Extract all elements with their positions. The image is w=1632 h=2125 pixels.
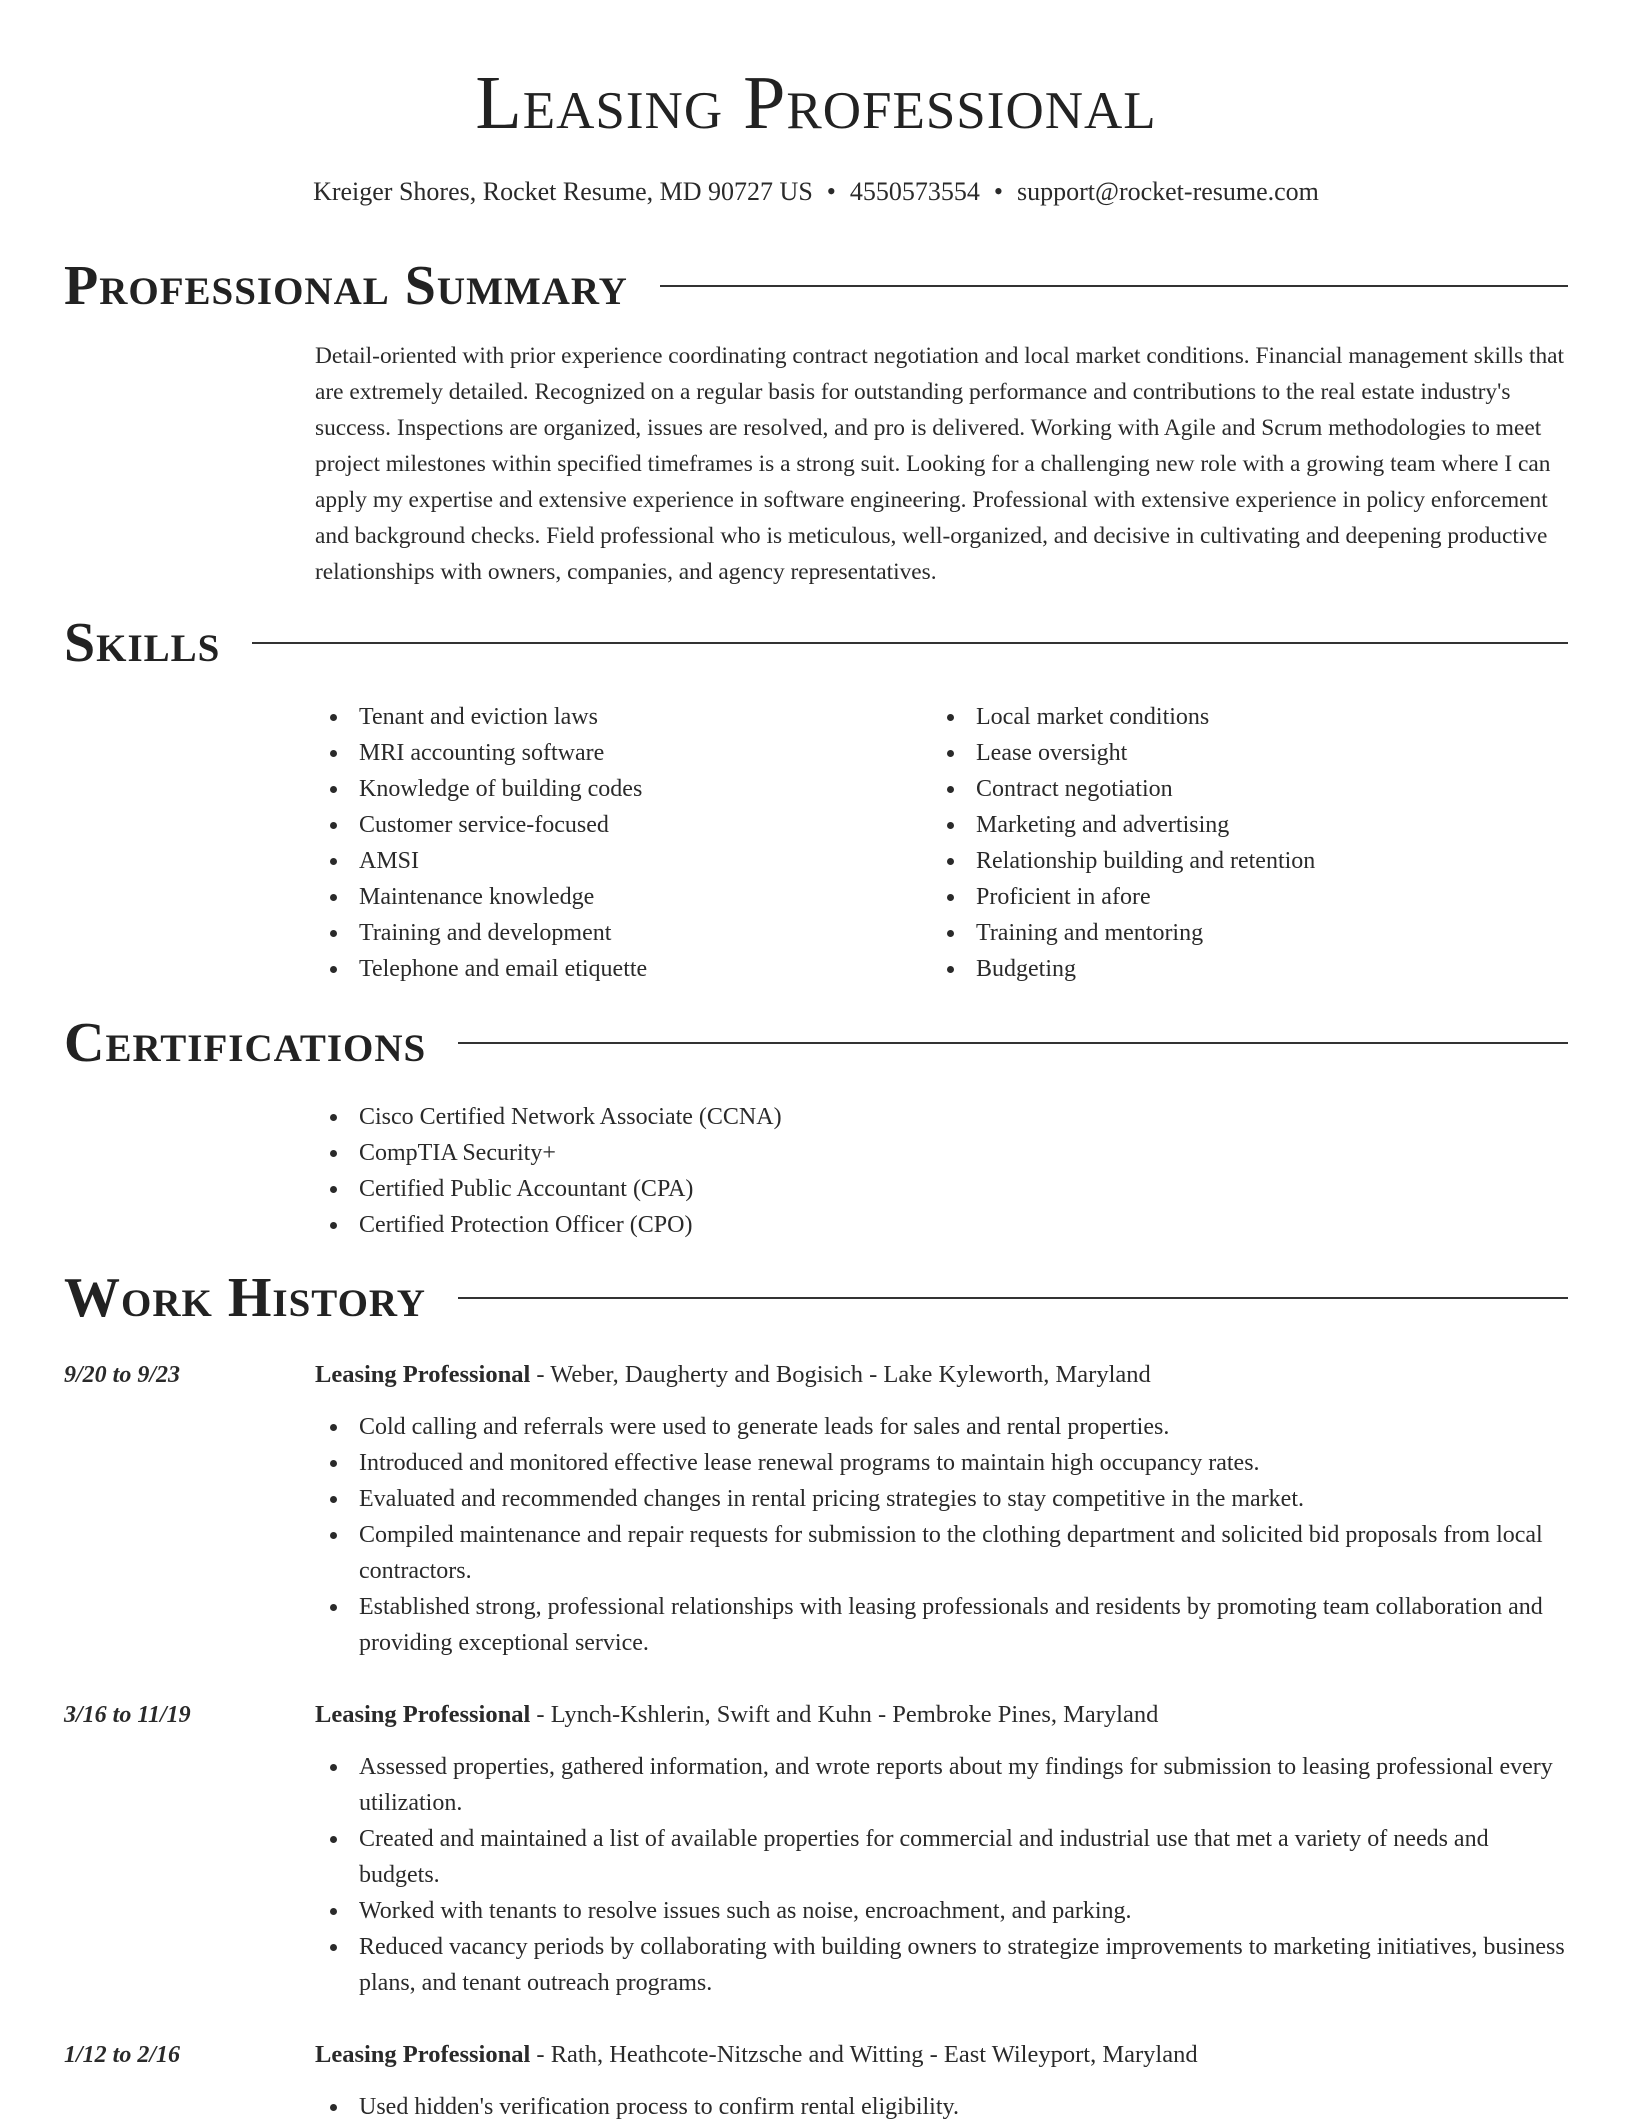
job-duty: Evaluated and recommended changes in rental pricing strategies to stay competitive in the market.	[315, 1481, 1568, 1517]
section-divider	[458, 1042, 1568, 1044]
section-title-skills: Skills	[64, 612, 221, 674]
skill-item: Budgeting	[932, 951, 1532, 987]
job-duty: Cold calling and referrals were used to generate leads for sales and rental properties.	[315, 1409, 1568, 1445]
skills-list-right	[932, 699, 1532, 987]
certification-item: CompTIA Security+	[315, 1135, 1515, 1171]
skill-item: Local market conditions	[932, 699, 1532, 735]
job-heading	[315, 2037, 1568, 2073]
section-title-summary: Professional Summary	[64, 255, 628, 317]
certification-item: Certified Public Accountant (CPA)	[315, 1171, 1515, 1207]
job-company-location: - Rath, Heathcote-Nitzsche and Witting - East Wileyport, Maryland	[530, 2041, 1198, 2068]
contact-line	[0, 174, 1632, 210]
job-company-location: - Lynch-Kshlerin, Swift and Kuhn - Pembroke Pines, Maryland	[530, 1701, 1159, 1728]
job-dates: 3/16 to 11/19	[64, 1702, 191, 1728]
job-duty: Created and maintained a list of available properties for commercial and industrial use that met a variety of needs and budgets.	[315, 1821, 1568, 1893]
contact-separator: •	[993, 177, 1003, 206]
skill-item: Proficient in afore	[932, 879, 1532, 915]
skill-item: Maintenance knowledge	[315, 879, 915, 915]
job-duty: Compiled maintenance and repair requests for submission to the clothing department and solicited bid proposals from local contractors.	[315, 1517, 1568, 1589]
job-title: Leasing Professional	[315, 1361, 531, 1388]
job-duty: Established strong, professional relationships with leasing professionals and residents by promoting team collaboration and providing exceptional service.	[315, 1589, 1568, 1661]
certifications-section-header	[64, 1011, 1568, 1075]
job-duties-list	[315, 1749, 1568, 2001]
section-divider	[252, 642, 1568, 644]
skill-item: Lease oversight	[932, 735, 1532, 771]
candidate-name: Leasing Professional	[475, 61, 1157, 145]
section-title-work-history: Work History	[64, 1267, 426, 1329]
skill-item: Knowledge of building codes	[315, 771, 915, 807]
job-duties-list	[315, 2089, 1568, 2125]
skill-item: Training and development	[315, 915, 915, 951]
section-divider	[458, 1297, 1568, 1299]
skills-list-left	[315, 699, 915, 987]
job-title: Leasing Professional	[315, 2041, 531, 2068]
certifications-list	[315, 1099, 1515, 1243]
job-duty: Reduced vacancy periods by collaborating with building owners to strategize improvements to marketing initiatives, business plans, and tenant outreach programs.	[315, 1929, 1568, 2001]
skill-item: AMSI	[315, 843, 915, 879]
skill-item: Relationship building and retention	[932, 843, 1532, 879]
job-duty: Introduced and monitored effective lease renewal programs to maintain high occupancy rates.	[315, 1445, 1568, 1481]
work-history-section-header	[64, 1266, 1568, 1330]
job-dates: 1/12 to 2/16	[64, 2042, 181, 2068]
contact-email: support@rocket-resume.com	[1017, 177, 1319, 206]
job-duty: Worked with tenants to resolve issues such as noise, encroachment, and parking.	[315, 1893, 1568, 1929]
job-duty: Assessed properties, gathered information, and wrote reports about my findings for submission to leasing professional every utilization.	[315, 1749, 1568, 1821]
contact-address: Kreiger Shores, Rocket Resume, MD 90727 US	[313, 177, 813, 206]
job-company-location: - Weber, Daugherty and Bogisich - Lake Kyleworth, Maryland	[530, 1361, 1151, 1388]
summary-text: Detail-oriented with prior experience coordinating contract negotiation and local market conditions. Financial management skills that are extremely detailed. Recognized on a regular basis for outstanding performance and contributions to the real estate industry's success. Inspections are organized, issues are resolved, and pro is delivered. Working with Agile and Scrum methodologies to meet project milestones within specified timeframes is a strong suit. Looking for a challenging new role with a growing team where I can apply my expertise and extensive experience in software engineering. Professional with extensive experience in policy enforcement and background checks. Field professional who is meticulous, well-organized, and decisive in cultivating and deepening productive relationships with owners, companies, and agency representatives.	[315, 343, 1565, 585]
job-heading	[315, 1697, 1568, 1733]
skill-item: Customer service-focused	[315, 807, 915, 843]
skills-section-header	[64, 611, 1568, 675]
job-title: Leasing Professional	[315, 1701, 531, 1728]
skill-item: Contract negotiation	[932, 771, 1532, 807]
job-duty: Used hidden's verification process to confirm rental eligibility.	[315, 2089, 1568, 2125]
job-heading	[315, 1357, 1568, 1393]
certification-item: Cisco Certified Network Associate (CCNA)	[315, 1099, 1515, 1135]
job-duties-list	[315, 1409, 1568, 1661]
skill-item: Telephone and email etiquette	[315, 951, 915, 987]
skill-item: MRI accounting software	[315, 735, 915, 771]
certification-item: Certified Protection Officer (CPO)	[315, 1207, 1515, 1243]
skill-item: Training and mentoring	[932, 915, 1532, 951]
skill-item: Tenant and eviction laws	[315, 699, 915, 735]
job-dates: 9/20 to 9/23	[64, 1362, 181, 1388]
contact-separator: •	[826, 177, 836, 206]
section-title-certifications: Certifications	[64, 1012, 427, 1074]
contact-phone: 4550573554	[849, 177, 980, 206]
skill-item: Marketing and advertising	[932, 807, 1532, 843]
section-divider	[660, 285, 1568, 287]
summary-section-header	[64, 254, 1568, 318]
